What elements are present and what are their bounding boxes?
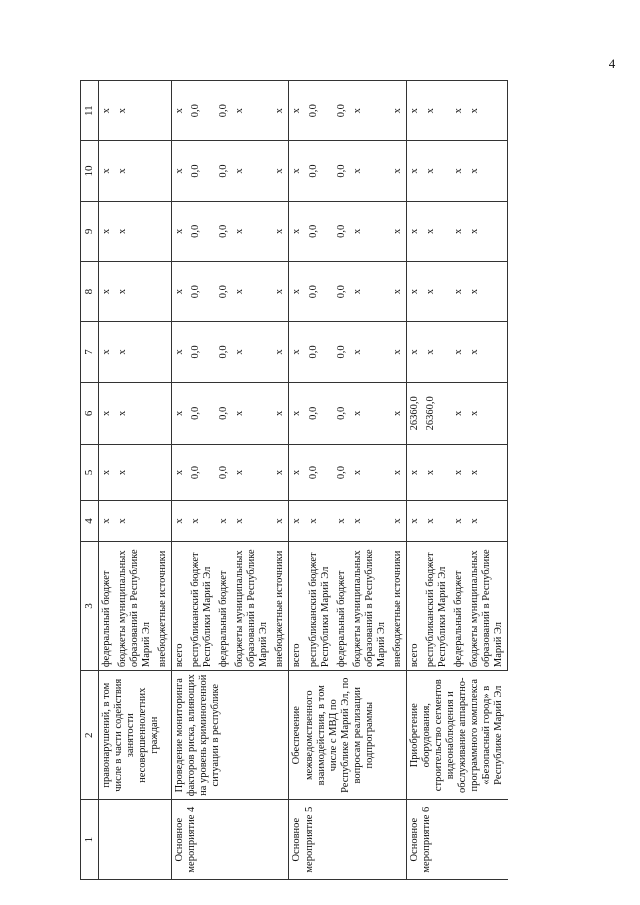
value-cell: 0,0 bbox=[334, 261, 350, 321]
value-cell: x bbox=[350, 261, 390, 321]
value-cell: x bbox=[467, 382, 508, 444]
value-cell: x bbox=[406, 201, 423, 261]
value-cell: x bbox=[390, 501, 407, 542]
value-cell: x bbox=[390, 261, 407, 321]
value-cell: x bbox=[306, 501, 334, 542]
value-cell: x bbox=[98, 501, 115, 542]
value-cell: x bbox=[467, 261, 508, 321]
funding-source: всего bbox=[289, 541, 306, 670]
value-cell: 0,0 bbox=[216, 81, 232, 141]
value-cell: x bbox=[232, 445, 272, 501]
value-cell: x bbox=[289, 201, 306, 261]
funding-source: бюджеты муниципальных образований в Республике Марий Эл bbox=[467, 541, 508, 670]
value-cell: x bbox=[467, 201, 508, 261]
value-cell: x bbox=[390, 201, 407, 261]
value-cell: 0,0 bbox=[334, 81, 350, 141]
column-number-7: 7 bbox=[81, 322, 99, 382]
value-cell: 0,0 bbox=[334, 201, 350, 261]
value-cell: x bbox=[171, 261, 188, 321]
value-cell: 0,0 bbox=[188, 261, 216, 321]
funding-source: бюджеты муниципальных образований в Республике Марий Эл bbox=[232, 541, 272, 670]
measure-name: Основное мероприятие 6 bbox=[406, 800, 507, 880]
value-cell: x bbox=[423, 201, 451, 261]
funding-source: всего bbox=[171, 541, 188, 670]
value-cell: 0,0 bbox=[216, 382, 232, 444]
value-cell: x bbox=[423, 445, 451, 501]
value-cell: x bbox=[350, 322, 390, 382]
value-cell: 0,0 bbox=[306, 81, 334, 141]
value-cell: x bbox=[350, 201, 390, 261]
value-cell: x bbox=[98, 382, 115, 444]
value-cell: x bbox=[98, 141, 115, 201]
funding-source: бюджеты муниципальных образований в Республике Марий Эл bbox=[115, 541, 155, 670]
value-cell: x bbox=[115, 322, 155, 382]
value-cell bbox=[155, 382, 172, 444]
table-row bbox=[289, 81, 306, 880]
value-cell: x bbox=[289, 445, 306, 501]
value-cell: x bbox=[350, 501, 390, 542]
value-cell bbox=[155, 81, 172, 141]
value-cell: x bbox=[423, 141, 451, 201]
value-cell: x bbox=[390, 322, 407, 382]
measure-description: Проведение мониторинга факторов риска, влияющих на уровень криминогенной ситуации в республике bbox=[171, 671, 289, 800]
funding-source: федеральный бюджет bbox=[334, 541, 350, 670]
funding-source: всего bbox=[406, 541, 423, 670]
header-row bbox=[81, 81, 99, 880]
value-cell: x bbox=[272, 141, 289, 201]
value-cell bbox=[155, 445, 172, 501]
value-cell: x bbox=[350, 141, 390, 201]
funding-source: республиканский бюджет Республики Марий Эл bbox=[423, 541, 451, 670]
value-cell: x bbox=[289, 261, 306, 321]
value-cell: x bbox=[216, 501, 232, 542]
value-cell: x bbox=[350, 81, 390, 141]
value-cell: x bbox=[188, 501, 216, 542]
table-row bbox=[98, 81, 115, 880]
value-cell: x bbox=[406, 141, 423, 201]
value-cell: x bbox=[232, 261, 272, 321]
value-cell: x bbox=[272, 201, 289, 261]
value-cell: x bbox=[272, 81, 289, 141]
value-cell: 0,0 bbox=[188, 322, 216, 382]
value-cell: x bbox=[334, 501, 350, 542]
value-cell: x bbox=[451, 445, 467, 501]
value-cell: 0,0 bbox=[216, 445, 232, 501]
value-cell: x bbox=[232, 501, 272, 542]
value-cell: 0,0 bbox=[216, 201, 232, 261]
value-cell: x bbox=[98, 81, 115, 141]
measure-description: Приобретение оборудования, строительство сегментов видеонаблюдения и обслуживание аппаратно-программного комплекса «Безопасный город» в Республике Марий Эл bbox=[406, 671, 507, 800]
value-cell: 0,0 bbox=[306, 201, 334, 261]
measure-name: Основное мероприятие 5 bbox=[289, 800, 407, 880]
value-cell: x bbox=[115, 81, 155, 141]
value-cell: 0,0 bbox=[306, 261, 334, 321]
value-cell: x bbox=[467, 81, 508, 141]
funding-source: федеральный бюджет bbox=[451, 541, 467, 670]
budget-table bbox=[80, 80, 508, 880]
value-cell: x bbox=[272, 261, 289, 321]
value-cell: 0,0 bbox=[334, 322, 350, 382]
value-cell: 0,0 bbox=[216, 261, 232, 321]
value-cell: x bbox=[171, 81, 188, 141]
funding-source: республиканский бюджет Республики Марий Эл bbox=[306, 541, 334, 670]
value-cell: 0,0 bbox=[306, 382, 334, 444]
value-cell: x bbox=[423, 501, 451, 542]
column-number-2: 2 bbox=[81, 671, 99, 800]
column-number-5: 5 bbox=[81, 445, 99, 501]
value-cell: x bbox=[451, 261, 467, 321]
column-number-1: 1 bbox=[81, 800, 99, 880]
value-cell: 0,0 bbox=[188, 201, 216, 261]
funding-source: федеральный бюджет bbox=[216, 541, 232, 670]
value-cell: x bbox=[406, 445, 423, 501]
value-cell: 0,0 bbox=[334, 382, 350, 444]
value-cell: x bbox=[232, 81, 272, 141]
value-cell: x bbox=[171, 445, 188, 501]
value-cell: x bbox=[350, 382, 390, 444]
value-cell: 0,0 bbox=[188, 141, 216, 201]
funding-source: внебюджетные источники bbox=[272, 541, 289, 670]
column-number-3: 3 bbox=[81, 541, 99, 670]
value-cell: x bbox=[423, 81, 451, 141]
budget-table-sheet bbox=[80, 80, 605, 880]
page-number: 4 bbox=[608, 56, 616, 71]
value-cell: x bbox=[98, 261, 115, 321]
value-cell: 0,0 bbox=[306, 322, 334, 382]
value-cell: x bbox=[451, 201, 467, 261]
value-cell: x bbox=[289, 322, 306, 382]
value-cell bbox=[155, 322, 172, 382]
value-cell: x bbox=[272, 445, 289, 501]
value-cell: 0,0 bbox=[188, 382, 216, 444]
value-cell bbox=[155, 261, 172, 321]
value-cell: x bbox=[390, 141, 407, 201]
column-number-4: 4 bbox=[81, 501, 99, 542]
value-cell: x bbox=[406, 501, 423, 542]
value-cell: 0,0 bbox=[216, 322, 232, 382]
value-cell: x bbox=[171, 141, 188, 201]
column-number-10: 10 bbox=[81, 141, 99, 201]
table-row bbox=[406, 81, 423, 880]
funding-source: внебюджетные источники bbox=[155, 541, 172, 670]
value-cell: x bbox=[289, 382, 306, 444]
value-cell bbox=[155, 141, 172, 201]
value-cell: x bbox=[467, 141, 508, 201]
value-cell: x bbox=[451, 501, 467, 542]
measure-name bbox=[98, 800, 171, 880]
column-number-9: 9 bbox=[81, 201, 99, 261]
value-cell: x bbox=[115, 201, 155, 261]
value-cell: 0,0 bbox=[188, 445, 216, 501]
value-cell: 0,0 bbox=[188, 81, 216, 141]
value-cell: x bbox=[232, 201, 272, 261]
column-number-6: 6 bbox=[81, 382, 99, 444]
value-cell: x bbox=[98, 445, 115, 501]
value-cell: x bbox=[115, 501, 155, 542]
value-cell bbox=[155, 201, 172, 261]
value-cell: x bbox=[467, 322, 508, 382]
value-cell: x bbox=[390, 445, 407, 501]
value-cell: 0,0 bbox=[306, 445, 334, 501]
value-cell: x bbox=[115, 382, 155, 444]
value-cell: x bbox=[423, 322, 451, 382]
funding-source: внебюджетные источники bbox=[390, 541, 407, 670]
funding-source: республиканский бюджет Республики Марий Эл bbox=[188, 541, 216, 670]
value-cell: x bbox=[467, 501, 508, 542]
value-cell: x bbox=[406, 261, 423, 321]
column-number-11: 11 bbox=[81, 81, 99, 141]
value-cell: x bbox=[115, 261, 155, 321]
value-cell: x bbox=[171, 201, 188, 261]
value-cell: x bbox=[406, 81, 423, 141]
value-cell: x bbox=[232, 382, 272, 444]
funding-source: федеральный бюджет bbox=[98, 541, 115, 670]
value-cell: 0,0 bbox=[216, 141, 232, 201]
value-cell bbox=[155, 501, 172, 542]
measure-description: Обеспечение межведомственного взаимодействия, в том числе с МВД по Республике Марий Эл, по вопросам реализации подпрограммы bbox=[289, 671, 407, 800]
value-cell: x bbox=[171, 501, 188, 542]
value-cell: x bbox=[451, 322, 467, 382]
value-cell: x bbox=[289, 501, 306, 542]
value-cell: x bbox=[171, 382, 188, 444]
value-cell: 0,0 bbox=[334, 445, 350, 501]
value-cell: x bbox=[451, 81, 467, 141]
value-cell: x bbox=[423, 261, 451, 321]
value-cell: x bbox=[272, 501, 289, 542]
value-cell: x bbox=[98, 201, 115, 261]
measure-description: правонарушений, в том числе в части содействия занятости несовершеннолетних граждан bbox=[98, 671, 171, 800]
table-row bbox=[171, 81, 188, 880]
value-cell: x bbox=[451, 141, 467, 201]
value-cell: x bbox=[171, 322, 188, 382]
measure-name: Основное мероприятие 4 bbox=[171, 800, 289, 880]
value-cell: x bbox=[272, 322, 289, 382]
value-cell: x bbox=[115, 445, 155, 501]
value-cell: 0,0 bbox=[306, 141, 334, 201]
value-cell: x bbox=[390, 382, 407, 444]
value-cell: x bbox=[289, 141, 306, 201]
value-cell: 26360,0 bbox=[406, 382, 423, 444]
value-cell: x bbox=[232, 322, 272, 382]
value-cell: x bbox=[467, 445, 508, 501]
value-cell: x bbox=[289, 81, 306, 141]
funding-source: бюджеты муниципальных образований в Республике Марий Эл bbox=[350, 541, 390, 670]
value-cell: x bbox=[406, 322, 423, 382]
value-cell: x bbox=[390, 81, 407, 141]
column-number-8: 8 bbox=[81, 261, 99, 321]
value-cell: x bbox=[115, 141, 155, 201]
value-cell: 26360,0 bbox=[423, 382, 451, 444]
value-cell: x bbox=[350, 445, 390, 501]
value-cell: x bbox=[451, 382, 467, 444]
value-cell: x bbox=[98, 322, 115, 382]
value-cell: 0,0 bbox=[334, 141, 350, 201]
value-cell: x bbox=[232, 141, 272, 201]
value-cell: x bbox=[272, 382, 289, 444]
